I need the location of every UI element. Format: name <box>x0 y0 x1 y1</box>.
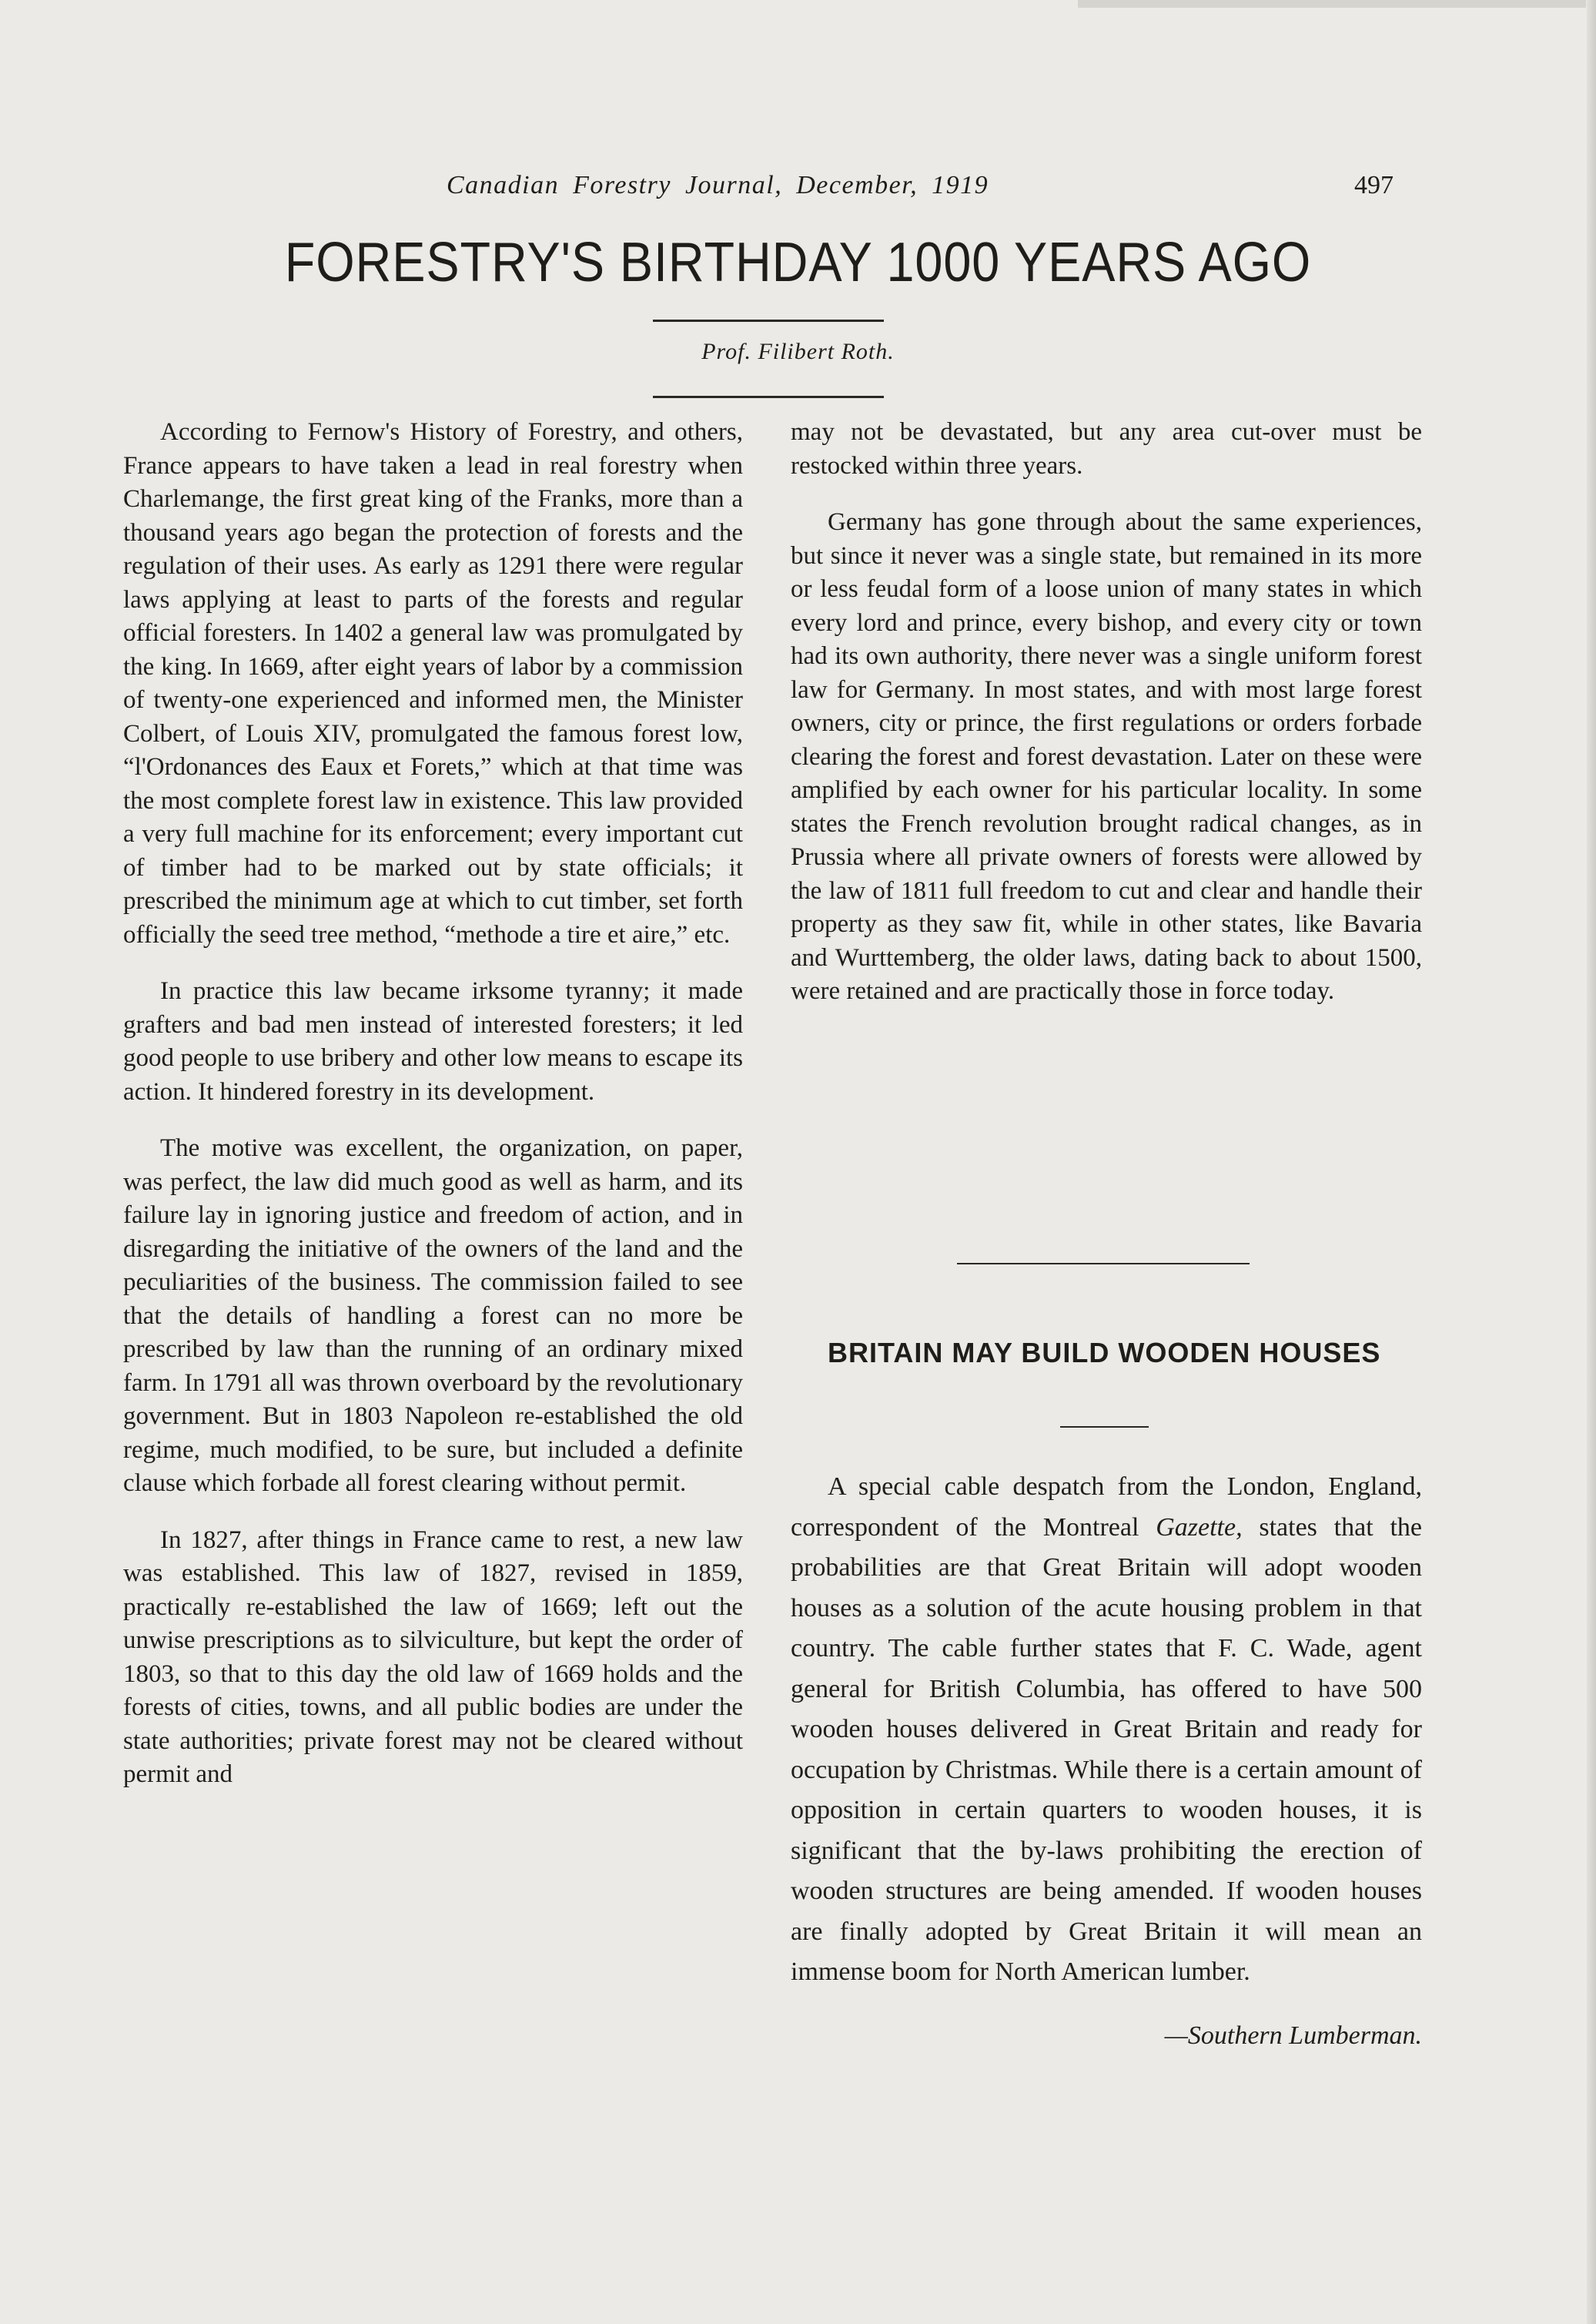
paragraph-tyranny: In practice this law became irksome tyranny; it made grafters and bad men instead of interested foresters; it led good people to use bribery and other low means to escape its action. It hindered forestry in its development. <box>123 977 743 1106</box>
article-title: FORESTRY'S BIRTHDAY 1000 YEARS AGO <box>284 232 1312 293</box>
page-number: 497 <box>1354 171 1394 199</box>
sidebar-body <box>791 1467 1422 2056</box>
sidebar-body-rest: states that the probabilities are that Great Britain will adopt wooden houses as a solution of the acute housing problem in that country. The cable further states that F. C. Wade, agent general for British Columbia, has offered to have 500 wooden houses delivered in Great Britain and ready for occupation by Christmas. While there is a certain amount of opposition in certain quarters to wooden houses, it is significant that the by-laws prohibiting the erection of wooden structures are being amended. If wooden houses are finally adopted by Great Britain it will mean an immense boom for North American lumber. <box>791 1512 1422 1986</box>
paragraph-1827: In 1827, after things in France came to rest, a new law was established. This law of 1827, revised in 1859, practically re-established the law of 1669; left out the unwise prescriptions as to silviculture, but kept the order of 1803, so that to this day the old law of 1669 holds and the forests of cities, towns, and all public bodies are under the state authorities; private forest may not be cleared without permit and <box>123 1525 743 1788</box>
article-author: Prof. Filibert Roth. <box>701 339 895 364</box>
page-header <box>447 171 1394 209</box>
sidebar-article <box>791 1336 1422 1393</box>
running-head: Canadian Forestry Journal, December, 1919 <box>447 171 989 199</box>
title-rule <box>653 320 884 322</box>
sidebar-body-start: A special cable despatch from the London, England, correspondent of the Montreal <box>791 1472 1422 1542</box>
section-divider <box>957 1263 1250 1264</box>
paragraph-continuation: may not be devastated, but any area cut-over must be restocked within three years. <box>791 418 1422 480</box>
sidebar-paragraph <box>791 1467 1422 1993</box>
paragraph-history: According to Fernow's History of Forestry, and others, France appears to have taken a lead in real forestry when Charlemange, the first great king of the Franks, more than a thousand years ago began the protection of forests and the regulation of their uses. As early as 1291 there were regular laws applying at least to parts of the forests and regular official foresters. In 1402 a general law was promulgated by the king. In 1669, after eight years of labor by a commission of twenty-one experienced and informed men, the Minister Colbert, of Louis XIV, promulgated the famous forest low, “l'Ordonances des Eaux et Forets,” which at that time was the most complete forest law in existence. This law provided a very full machine for its enforcement; every important cut of timber had to be marked out by state officials; it prescribed the minimum age at which to cut timber, set forth officially the seed tree method, “methode a tire et aire,” etc. <box>123 418 743 949</box>
right-column <box>791 416 1422 1032</box>
publication-name: Gazette, <box>1156 1512 1243 1542</box>
paragraph-germany: Germany has gone through about the same experiences, but since it never was a single state, but remained in its more or less feudal form of a loose union of many states in which every lord and prince, every bishop, and every city or town had its own authority, there never was a single uniform forest law for Germany. In most states, and with most large forest owners, city or prince, the first regulations or orders forbade clearing the forest and forest devastation. Later on these were amplified by each owner for his particular locality. In some states the French revolution brought radical changes, as in Prussia where all private owners of forests were allowed by the law of 1811 full freedom to cut and clear and handle their property as they saw fit, while in other states, like Bavaria and Wurttemberg, the older laws, dating back to about 1500, were retained and are practically those in force today. <box>791 508 1422 1005</box>
sidebar-attribution: —Southern Lumberman. <box>1164 2021 1422 2050</box>
paragraph-motive: The motive was excellent, the organization, on paper, was perfect, the law did much good as well as harm, and its failure lay in ignoring justice and freedom of action, and in disregarding the initiative of the owners of the land and the peculiarities of the business. The commission failed to see that the details of handling a forest can no more be prescribed by law than the running of an ordinary mixed farm. In 1791 all was thrown overboard by the revolutionary government. But in 1803 Napoleon re-established the old regime, much modified, to be sure, but included a definite clause which forbade all forest clearing without permit. <box>123 1134 743 1497</box>
left-column <box>123 416 743 1815</box>
page-top-shadow <box>1078 0 1586 8</box>
sidebar-title: BRITAIN MAY BUILD WOODEN HOUSES <box>828 1337 1381 1368</box>
author-rule <box>653 396 884 398</box>
sidebar-title-rule <box>1060 1426 1149 1428</box>
